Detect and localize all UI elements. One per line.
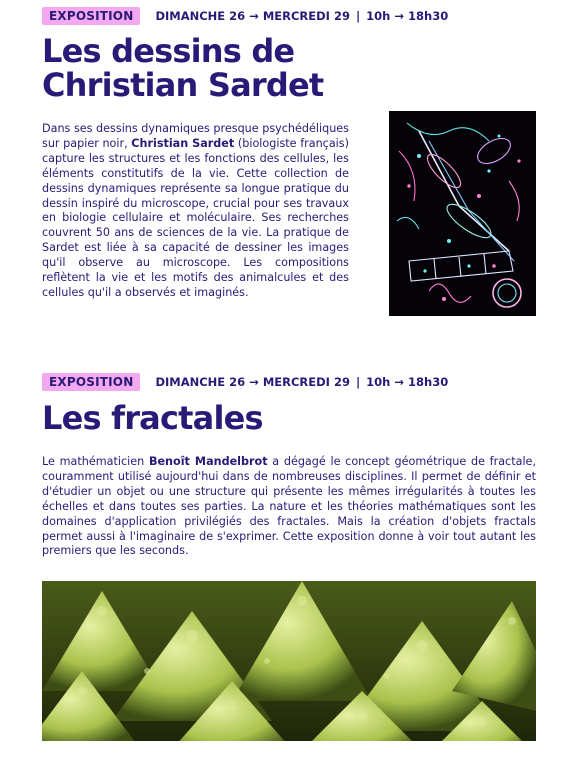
mathematician-name: Benoît Mandelbrot bbox=[148, 455, 268, 468]
event-title: Les fractales bbox=[42, 399, 263, 437]
event-description bbox=[42, 455, 536, 559]
date-range: DIMANCHE 26 → MERCREDI 29 bbox=[155, 9, 350, 23]
event-sardet bbox=[42, 7, 537, 299]
cell-drawing-image bbox=[389, 111, 536, 316]
category-badge: EXPOSITION bbox=[42, 7, 140, 25]
artist-name: Christian Sardet bbox=[131, 136, 235, 150]
hours: 10h → 18h30 bbox=[366, 9, 449, 23]
description-text: a dégagé le concept géométrique de fractale, couramment utilisé aujourd'hui dans de nombreuses disciplines. Il permet de définir et d'étudier un objet ou une structure qui présente les mêmes irrégularités à toutes les échelles et dans toutes ses parties. La nature et les théories mathématiques sont les domaines d'application privilégiés des fractales. Mais la création d'objets fractals permet aussi à l'imaginaire de s'exprimer. Cette exposition donne à voir tout autant les premiers que les seconds. bbox=[42, 455, 536, 558]
event-fractales bbox=[42, 373, 536, 559]
event-title: Les dessins de Christian Sardet bbox=[42, 32, 324, 104]
separator: | bbox=[355, 375, 361, 389]
schedule bbox=[155, 9, 448, 23]
event-meta bbox=[42, 7, 537, 25]
separator: | bbox=[355, 9, 361, 23]
schedule bbox=[155, 375, 448, 389]
description-text: Dans ses dessins dynamiques presque psychédéliques sur papier noir, bbox=[42, 122, 349, 150]
date-range: DIMANCHE 26 → MERCREDI 29 bbox=[155, 375, 350, 389]
romanesco-photo bbox=[42, 581, 536, 741]
event-meta bbox=[42, 373, 536, 391]
hours: 10h → 18h30 bbox=[366, 375, 449, 389]
event-description bbox=[42, 122, 349, 301]
category-badge: EXPOSITION bbox=[42, 373, 140, 391]
description-text: (biologiste français) capture les structures et les fonctions des cellules, les éléments constitutifs de la vie. Cette collection de dessins dynamiques représente sa longue pratique du dessin inspiré du microscope, crucial pour ses travaux en biologie cellulaire et moléculaire. Ses recherches couvrent 50 ans de sciences de la vie. La pratique de Sardet est liée à sa capacité de dessiner les images qu'il observe au microscope. Les compositions reflètent la vie et les motifs des animalcules et des cellules qu'il a observés et imaginés. bbox=[42, 136, 349, 299]
description-text: Le mathématicien bbox=[42, 455, 149, 468]
